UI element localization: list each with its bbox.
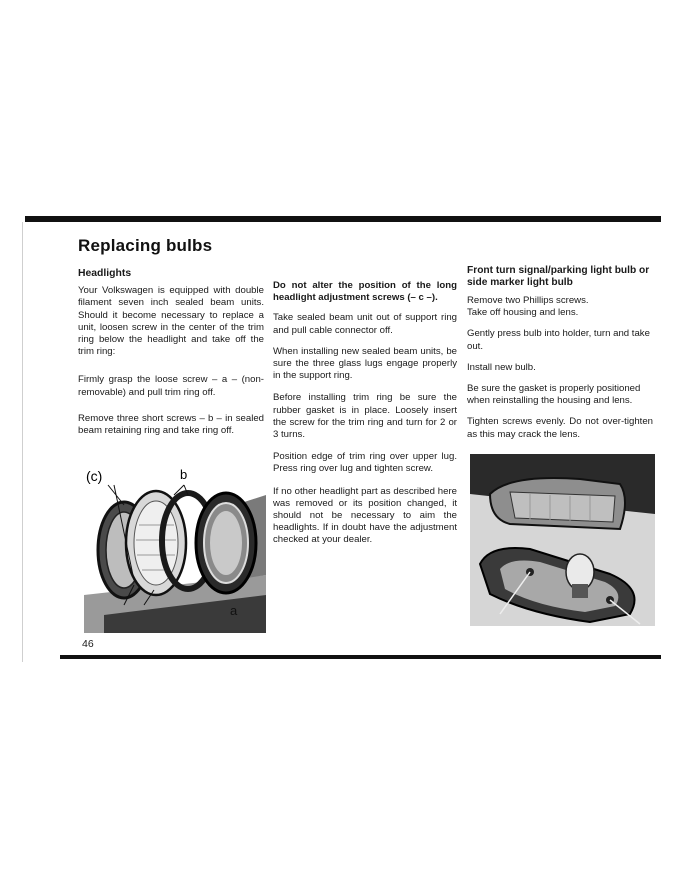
paragraph: Install new bulb. xyxy=(467,361,536,373)
column-left xyxy=(78,268,264,447)
paragraph: Take sealed beam unit out of support ring and pull cable connector off. xyxy=(273,312,457,336)
paragraph: Remove three short screws – b – in sealed beam retaining ring and take ring off. xyxy=(78,412,264,437)
page-title: Replacing bulbs xyxy=(78,236,213,255)
paragraph: Tighten screws evenly. Do not over-tighten as this may crack the lens. xyxy=(467,416,653,440)
paragraph: Take off housing and lens. xyxy=(467,307,579,319)
paragraph: If no other headlight part as described here was removed or its position changed, it should not be necessary to aim the headlights. If in doubt have the adjustment checked at your dealer. xyxy=(273,485,457,546)
paragraph: Firmly grasp the loose screw – a – (non-removable) and pull trim ring off. xyxy=(78,374,264,398)
headlight-assembly-illustration xyxy=(84,455,266,633)
label-b: b xyxy=(180,467,188,482)
paragraph: When installing new sealed beam units, be sure the three glass lugs engage properly in the support ring. xyxy=(273,345,457,382)
label-c: (c) xyxy=(86,468,103,484)
page-edge xyxy=(22,222,23,662)
warning-text: Do not alter the position of the long headlight adjustment screws (– c –). xyxy=(273,280,457,304)
section-heading-headlights: Headlights xyxy=(78,268,132,279)
top-rule xyxy=(25,216,661,222)
page-number: 46 xyxy=(82,638,94,650)
paragraph: Be sure the gasket is properly positioned when reinstalling the housing and lens. xyxy=(467,383,641,407)
bottom-rule xyxy=(60,655,661,659)
column-right xyxy=(467,265,653,451)
paragraph: Position edge of trim ring over upper lug. Press ring over lug and tighten screw. xyxy=(273,451,457,475)
paragraph: Before installing trim ring be sure the rubber gasket is in place. Loosely insert the screw for the trim ring and turn for 2 or 3 turns. xyxy=(273,392,457,441)
turn-signal-lamp-illustration xyxy=(470,454,655,626)
paragraph: Gently press bulb into holder, turn and take out. xyxy=(467,328,650,352)
column-middle xyxy=(273,280,457,557)
paragraph: Your Volkswagen is equipped with double filament seven inch sealed beam units. Should it become necessary to replace a unit, loosen screw in the center of the trim ring below the headlight and take off the trim ring: xyxy=(78,285,264,358)
paragraph: Remove two Phillips screws. xyxy=(467,295,589,306)
label-a: a xyxy=(230,603,238,618)
section-heading-turn-signal: Front turn signal/parking light bulb or side marker light bulb xyxy=(467,265,650,288)
